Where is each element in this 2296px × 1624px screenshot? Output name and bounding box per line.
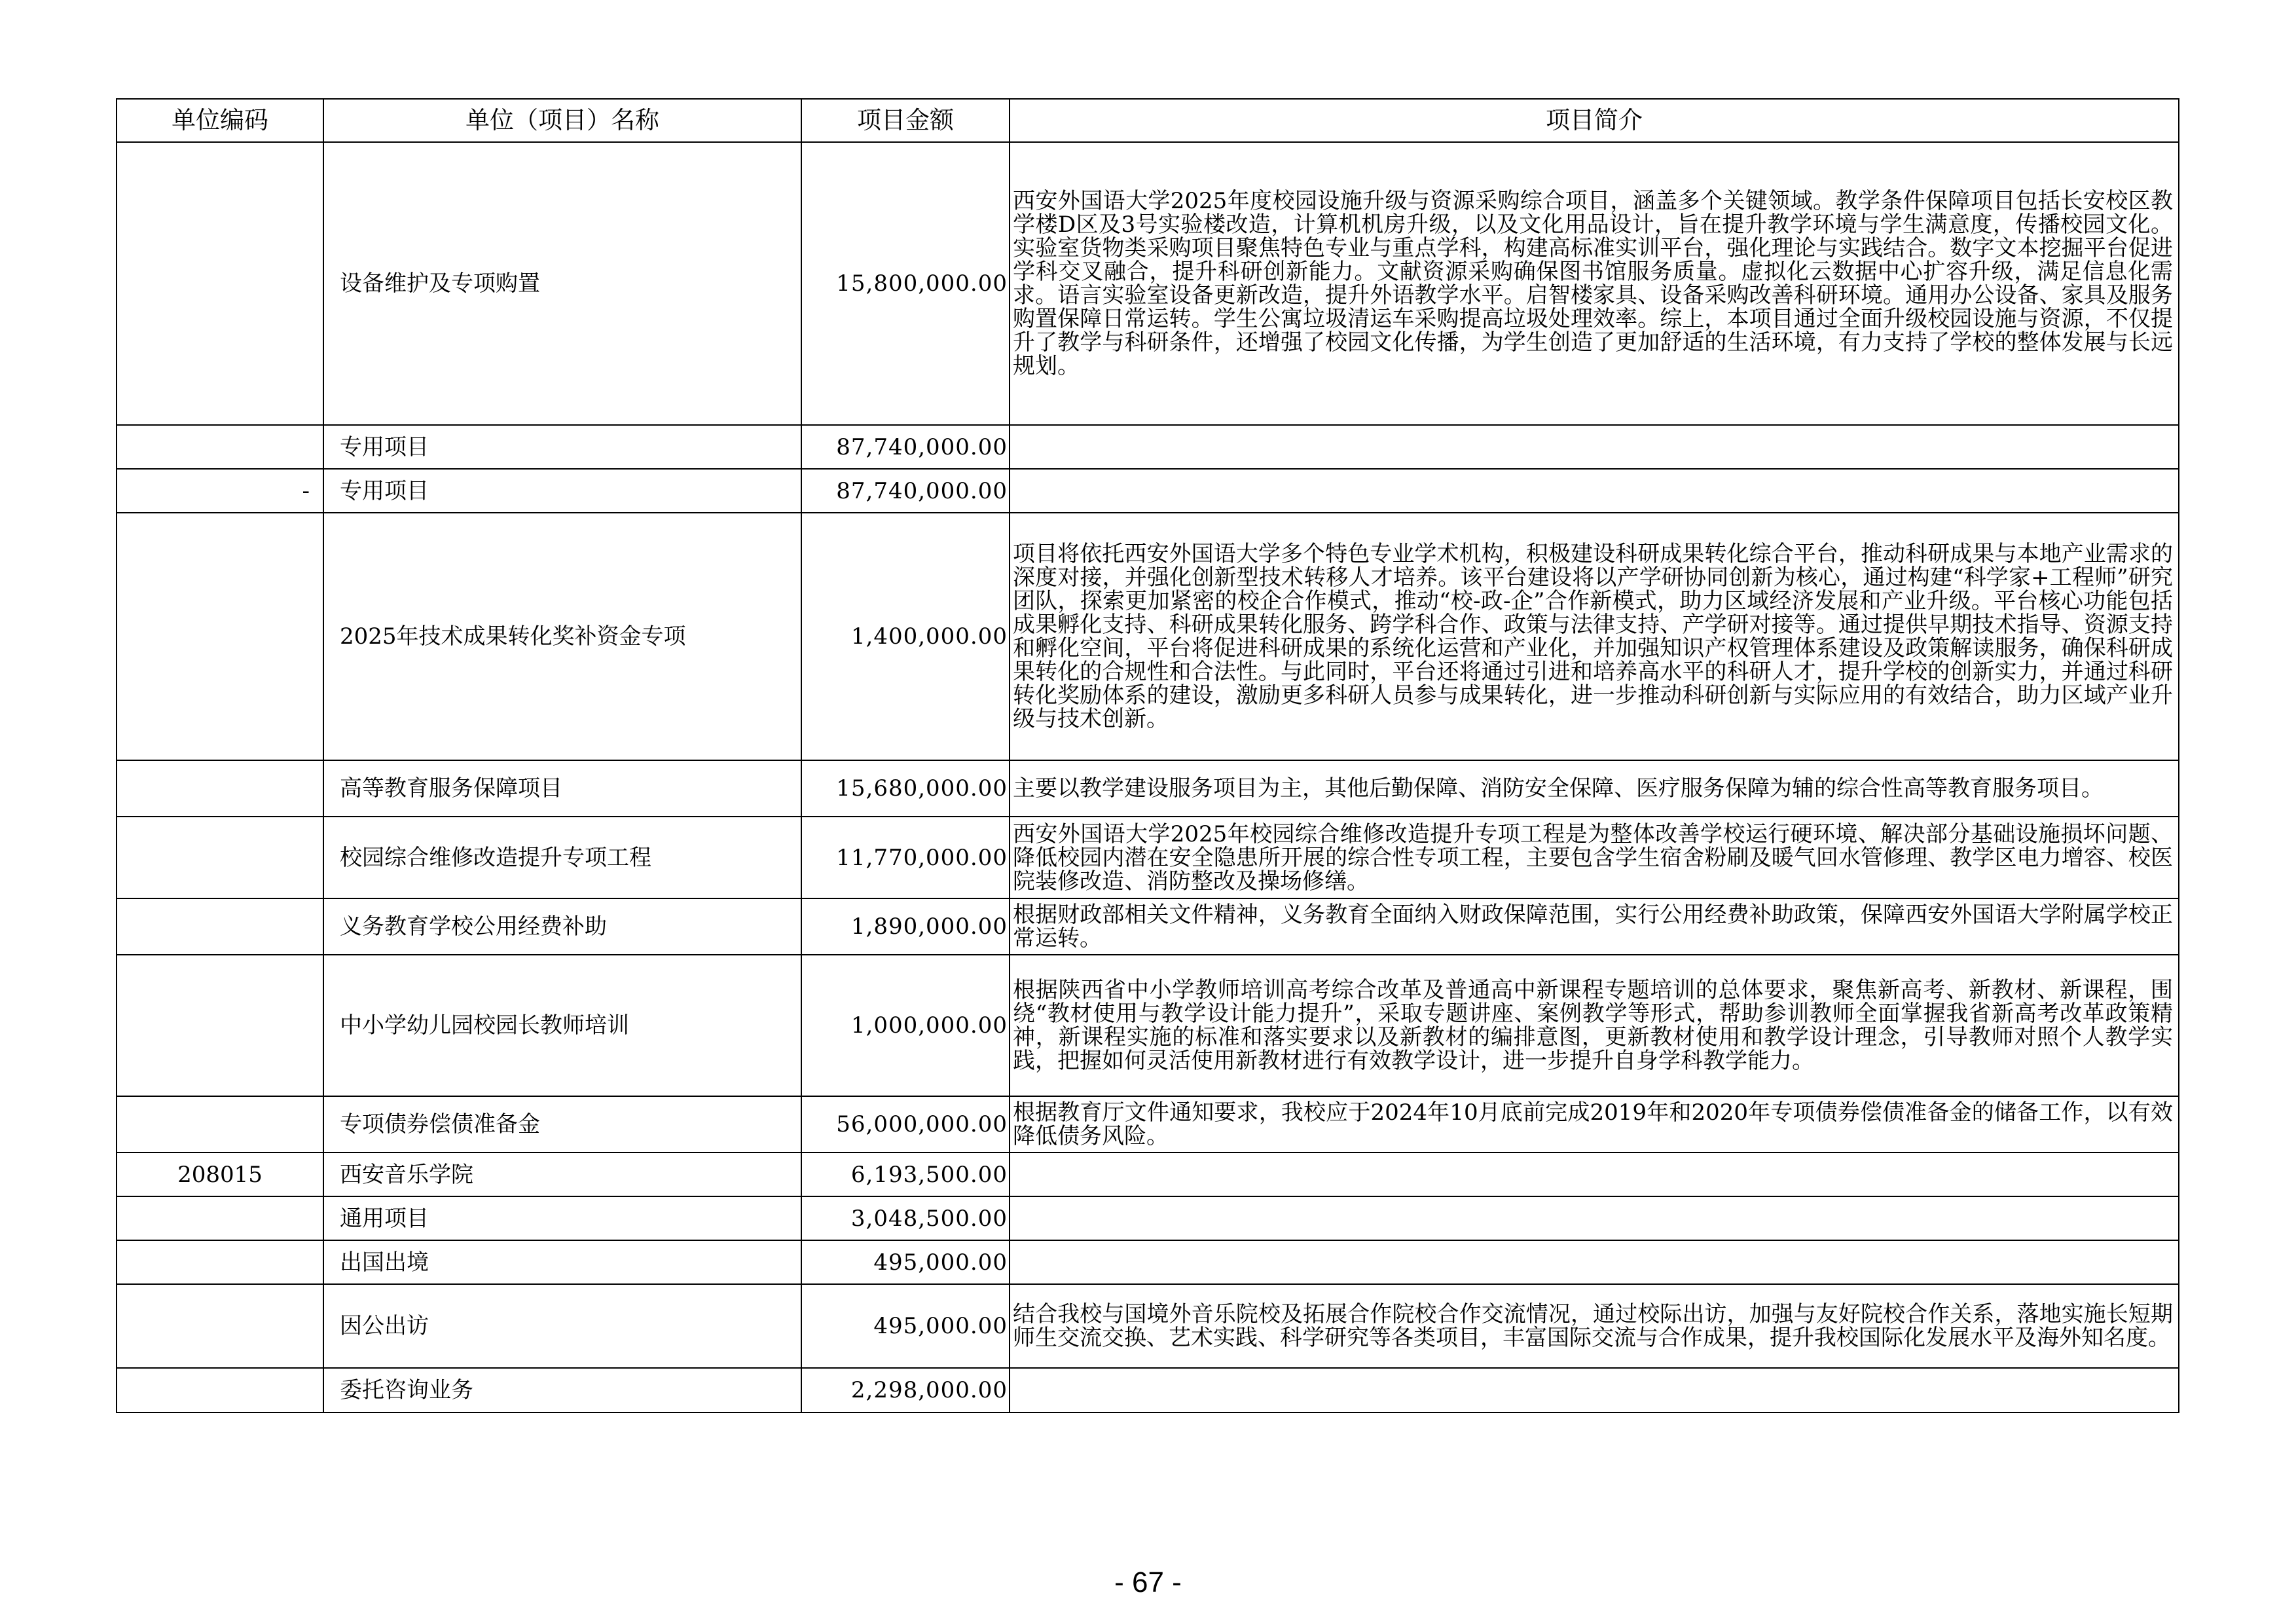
item-description: 根据陕西省中小学教师培训高考综合改革及普通高中新课程专题培训的总体要求，聚焦新高考、新教材、新课程，围绕“教材使用与教学设计能力提升”，采取专题讲座、案例教学等形式，帮助参训教师全面掌握我省新高考改革政策精神，新课程实施的标准和落实要求以及新教材的编排意图，更新教材使用和教学设计理念，引导教师对照个人教学实践，把握如何灵活使用新教材进行有效教学设计，进一步提升自身学科教学能力。 [1010,955,2179,1096]
header-description: 项目简介 [1010,99,2179,142]
unit-code [117,955,323,1096]
item-description: 西安外国语大学2025年度校园设施升级与资源采购综合项目，涵盖多个关键领域。教学条件保障项目包括长安校区教学楼D区及3号实验楼改造，计算机机房升级，以及文化用品设计，旨在提升教学环境与学生满意度，传播校园文化。实验室货物类采购项目聚焦特色专业与重点学科，构建高标准实训平台，强化理论与实践结合。数字文本挖掘平台促进学科交叉融合，提升科研创新能力。文献资源采购确保图书馆服务质量。虚拟化云数据中心扩容升级，满足信息化需求。语言实验室设备更新改造，提升外语教学水平。启智楼家具、设备采购改善科研环境。通用办公设备、家具及服务购置保障日常运转。学生公寓垃圾清运车采购提高垃圾处理效率。综上，本项目通过全面升级校园设施与资源，不仅提升了教学与科研条件，还增强了校园文化传播，为学生创造了更加舒适的生活环境，有力支持了学校的整体发展与长远规划。 [1010,142,2179,425]
item-name: 通用项目 [323,1196,801,1240]
table-row [117,1240,2179,1284]
unit-code [117,760,323,817]
item-name: 委托咨询业务 [323,1368,801,1412]
item-name: 校园综合维修改造提升专项工程 [323,817,801,898]
item-amount: 3,048,500.00 [801,1196,1010,1240]
item-description [1010,1368,2179,1412]
unit-code [117,1368,323,1412]
item-amount: 87,740,000.00 [801,469,1010,513]
table-header-row [117,99,2179,142]
unit-code: - [117,469,323,513]
item-amount: 495,000.00 [801,1284,1010,1368]
item-amount: 6,193,500.00 [801,1153,1010,1196]
item-name: 高等教育服务保障项目 [323,760,801,817]
item-description: 项目将依托西安外国语大学多个特色专业学术机构，积极建设科研成果转化综合平台，推动科研成果与本地产业需求的深度对接，并强化创新型技术转移人才培养。该平台建设将以产学研协同创新为核心，通过构建“科学家+工程师”研究团队，探索更加紧密的校企合作模式，推动“校-政-企”合作新模式，助力区域经济发展和产业升级。平台核心功能包括成果孵化支持、科研成果转化服务、跨学科合作、政策与法律支持、产学研对接等。通过提供早期技术指导、资源支持和孵化空间，平台将促进科研成果的系统化运营和产业化，并加强知识产权管理体系建设及政策解读服务，确保科研成果转化的合规性和合法性。与此同时，平台还将通过引进和培养高水平的科研人才，提升学校的创新实力，并通过科研转化奖励体系的建设，激励更多科研人员参与成果转化，进一步推动科研创新与实际应用的有效结合，助力区域产业升级与技术创新。 [1010,513,2179,760]
table-row [117,1153,2179,1196]
item-name: 专用项目 [323,425,801,469]
item-description [1010,469,2179,513]
unit-code: 208015 [117,1153,323,1196]
table-row [117,898,2179,955]
item-amount: 1,400,000.00 [801,513,1010,760]
item-description: 根据教育厅文件通知要求，我校应于2024年10月底前完成2019年和2020年专项债券偿债准备金的储备工作，以有效降低债务风险。 [1010,1096,2179,1153]
unit-code [117,898,323,955]
item-name: 因公出访 [323,1284,801,1368]
item-amount: 15,800,000.00 [801,142,1010,425]
item-name: 专项债券偿债准备金 [323,1096,801,1153]
item-amount: 1,000,000.00 [801,955,1010,1096]
item-description: 根据财政部相关文件精神，义务教育全面纳入财政保障范围，实行公用经费补助政策，保障西安外国语大学附属学校正常运转。 [1010,898,2179,955]
header-name: 单位（项目）名称 [323,99,801,142]
item-description: 结合我校与国境外音乐院校及拓展合作院校合作交流情况，通过校际出访，加强与友好院校合作关系，落地实施长短期师生交流交换、艺术实践、科学研究等各类项目，丰富国际交流与合作成果，提升我校国际化发展水平及海外知名度。 [1010,1284,2179,1368]
unit-code [117,1284,323,1368]
item-name: 出国出境 [323,1240,801,1284]
table-row [117,955,2179,1096]
item-description [1010,1240,2179,1284]
item-description: 西安外国语大学2025年校园综合维修改造提升专项工程是为整体改善学校运行硬环境、解决部分基础设施损坏问题、降低校园内潜在安全隐患所开展的综合性专项工程，主要包含学生宿舍粉刷及暖气回水管修理、教学区电力增容、校医院装修改造、消防整改及操场修缮。 [1010,817,2179,898]
table-row [117,1284,2179,1368]
item-amount: 11,770,000.00 [801,817,1010,898]
item-name: 2025年技术成果转化奖补资金专项 [323,513,801,760]
table-row [117,513,2179,760]
unit-code [117,1096,323,1153]
table-row [117,760,2179,817]
item-amount: 2,298,000.00 [801,1368,1010,1412]
table-row [117,469,2179,513]
table-row [117,817,2179,898]
unit-code [117,817,323,898]
unit-code [117,513,323,760]
unit-code [117,1196,323,1240]
item-name: 义务教育学校公用经费补助 [323,898,801,955]
item-description [1010,425,2179,469]
unit-code [117,425,323,469]
item-amount: 15,680,000.00 [801,760,1010,817]
item-name: 专用项目 [323,469,801,513]
table-row [117,142,2179,425]
item-amount: 87,740,000.00 [801,425,1010,469]
unit-code [117,1240,323,1284]
item-name: 设备维护及专项购置 [323,142,801,425]
item-name: 中小学幼儿园校园长教师培训 [323,955,801,1096]
budget-table [116,98,2179,1413]
header-amount: 项目金额 [801,99,1010,142]
table-row [117,1196,2179,1240]
table-row [117,1368,2179,1412]
item-amount: 56,000,000.00 [801,1096,1010,1153]
header-code: 单位编码 [117,99,323,142]
item-name: 西安音乐学院 [323,1153,801,1196]
item-amount: 1,890,000.00 [801,898,1010,955]
table-row [117,1096,2179,1153]
table-row [117,425,2179,469]
unit-code [117,142,323,425]
item-description: 主要以教学建设服务项目为主，其他后勤保障、消防安全保障、医疗服务保障为辅的综合性高等教育服务项目。 [1010,760,2179,817]
item-description [1010,1153,2179,1196]
page-number: - 67 - [1114,1566,1182,1598]
item-amount: 495,000.00 [801,1240,1010,1284]
item-description [1010,1196,2179,1240]
